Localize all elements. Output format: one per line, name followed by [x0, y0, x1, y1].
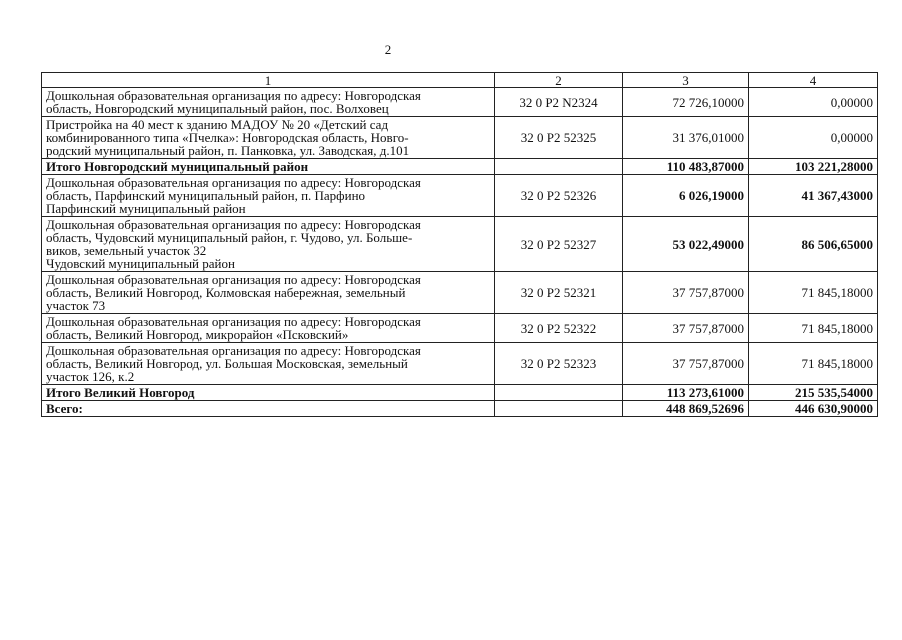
row-name-line: Дошкольная образовательная организация по адресу: Новгородская: [46, 314, 421, 329]
row-value-col3: 31 376,01000: [623, 117, 749, 159]
row-name-cell: [42, 314, 495, 343]
row-value-col3: 6 026,19000: [623, 175, 749, 217]
row-name-line: область, Новгородский муниципальный район, пос. Волховец: [46, 101, 389, 116]
row-name-cell: [42, 272, 495, 314]
row-value-col4: 103 221,28000: [749, 159, 878, 175]
row-value-col4: 86 506,65000: [749, 217, 878, 272]
table-row: [42, 343, 878, 385]
row-name-cell: [42, 217, 495, 272]
budget-table: [41, 72, 878, 417]
row-name-cell: [42, 401, 495, 417]
row-value-col4: 71 845,18000: [749, 314, 878, 343]
row-code-cell: 32 0 P2 52326: [495, 175, 623, 217]
row-value-col4: 0,00000: [749, 88, 878, 117]
row-name-line: область, Великий Новгород, ул. Большая Московская, земельный: [46, 356, 408, 371]
row-name-line: область, Парфинский муниципальный район, п. Парфино: [46, 188, 366, 203]
row-name-line: Дошкольная образовательная организация по адресу: Новгородская: [46, 343, 421, 358]
row-name-cell: [42, 343, 495, 385]
row-name-line: область, Чудовский муниципальный район, г. Чудово, ул. Больше-: [46, 230, 413, 245]
row-name-line: Дошкольная образовательная организация по адресу: Новгородская: [46, 175, 421, 190]
row-code-cell: 32 0 P2 N2324: [495, 88, 623, 117]
row-value-col4: 41 367,43000: [749, 175, 878, 217]
table-row: [42, 117, 878, 159]
row-value-col3: 72 726,10000: [623, 88, 749, 117]
table-row: [42, 272, 878, 314]
row-name-line: Итого Новгородский муниципальный район: [46, 159, 309, 174]
row-name-cell: [42, 385, 495, 401]
column-header-4: 4: [749, 73, 878, 88]
row-value-col4: 446 630,90000: [749, 401, 878, 417]
table-row: [42, 314, 878, 343]
row-value-col4: 71 845,18000: [749, 343, 878, 385]
row-name-cell: [42, 117, 495, 159]
header-row: [42, 73, 878, 88]
column-header-2: 2: [495, 73, 623, 88]
row-value-col3: 37 757,87000: [623, 272, 749, 314]
column-header-3: 3: [623, 73, 749, 88]
row-value-col3: 37 757,87000: [623, 343, 749, 385]
table-row: [42, 88, 878, 117]
row-name-line: Дошкольная образовательная организация по адресу: Новгородская: [46, 217, 421, 232]
row-name-line: участок 73: [46, 298, 106, 313]
page-number: 2: [384, 42, 392, 57]
row-name-cell: [42, 88, 495, 117]
row-value-col4: 0,00000: [749, 117, 878, 159]
row-code-cell: 32 0 P2 52322: [495, 314, 623, 343]
table-row: [42, 175, 878, 217]
row-value-col3: 110 483,87000: [623, 159, 749, 175]
table-row: [42, 217, 878, 272]
row-code-cell: 32 0 P2 52321: [495, 272, 623, 314]
row-name-line: родский муниципальный район, п. Панковка, ул. Заводская, д.101: [46, 143, 410, 158]
row-name-line: Дошкольная образовательная организация по адресу: Новгородская: [46, 272, 421, 287]
row-name-line: Дошкольная образовательная организация по адресу: Новгородская: [46, 88, 421, 103]
row-value-col4: 215 535,54000: [749, 385, 878, 401]
row-code-cell: [495, 401, 623, 417]
row-name-line: область, Великий Новгород, микрорайон «Псковский»: [46, 327, 349, 342]
total-row: [42, 385, 878, 401]
row-value-col3: 448 869,52696: [623, 401, 749, 417]
row-name-line: Итого Великий Новгород: [46, 385, 195, 400]
row-value-col4: 71 845,18000: [749, 272, 878, 314]
row-name-line: участок 126, к.2: [46, 369, 135, 384]
row-name-line: Всего:: [46, 401, 83, 416]
row-name-cell: [42, 175, 495, 217]
row-name-line: комбинированного типа «Пчелка»: Новгородская область, Новго-: [46, 130, 409, 145]
row-name-line: Парфинский муниципальный район: [46, 201, 246, 216]
row-name-line: область, Великий Новгород, Колмовская набережная, земельный: [46, 285, 406, 300]
total-row: [42, 159, 878, 175]
row-name-line: Чудовский муниципальный район: [46, 256, 235, 271]
row-code-cell: [495, 385, 623, 401]
row-name-line: Пристройка на 40 мест к зданию МАДОУ № 20 «Детский сад: [46, 117, 389, 132]
row-name-line: виков, земельный участок 32: [46, 243, 207, 258]
row-code-cell: [495, 159, 623, 175]
table-body: [42, 88, 878, 417]
row-value-col3: 53 022,49000: [623, 217, 749, 272]
row-name-cell: [42, 159, 495, 175]
total-row: [42, 401, 878, 417]
row-value-col3: 113 273,61000: [623, 385, 749, 401]
column-header-1: 1: [42, 73, 495, 88]
row-code-cell: 32 0 P2 52323: [495, 343, 623, 385]
row-code-cell: 32 0 P2 52325: [495, 117, 623, 159]
row-code-cell: 32 0 P2 52327: [495, 217, 623, 272]
row-value-col3: 37 757,87000: [623, 314, 749, 343]
